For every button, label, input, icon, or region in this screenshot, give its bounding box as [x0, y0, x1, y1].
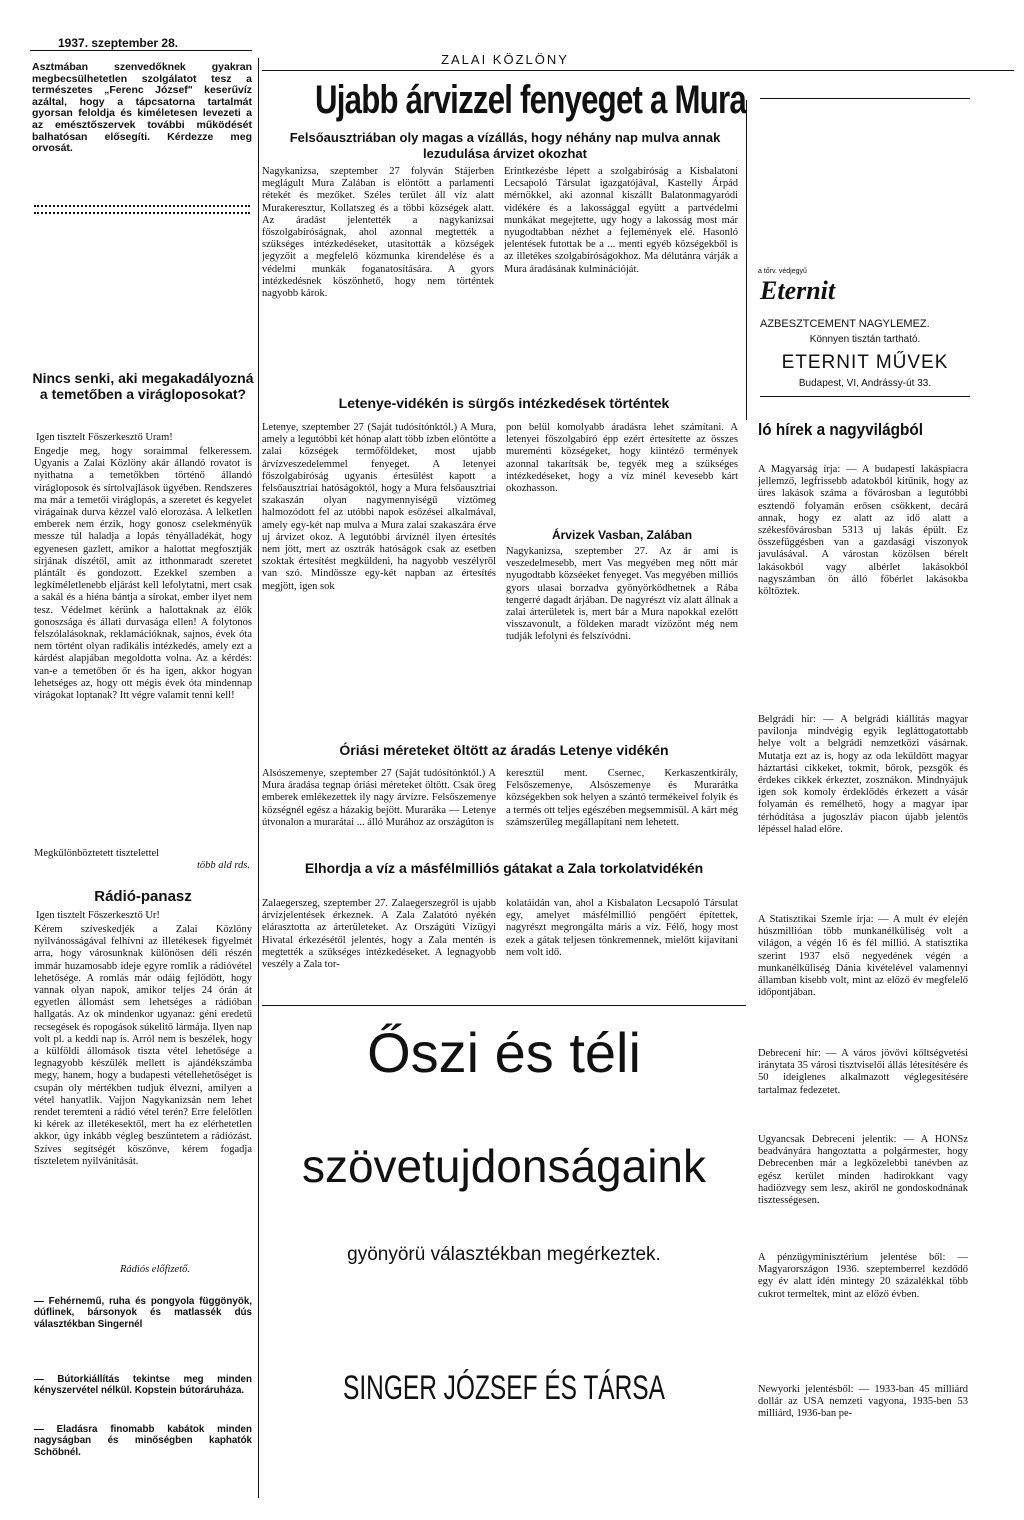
eternit-rule-bottom	[760, 396, 970, 397]
classified-2: — Bútorkiállítás tekintse meg minden kényszervétel nélkül. Kopstein bútoráruháza.	[34, 1374, 252, 1397]
ad-ferenc-jozsef: Asztmában szenvedőknek gyakran megbecsülhetetlen szolgálatot tesz a természetes „Ferenc József" keserűvíz azáltal, hogy a tápcsatorna tartalmát gyorsan feloldja és kiméletesen levezeti a az emésztőszervek további működését balhatósan elősegíti. Kérdezze meg orvosát.	[32, 62, 252, 155]
article-col-2: Érintkezésbe lépett a szolgabíróság a Kisbalatoni Lecsapoló Társulat igazgatójával, Kastelly Árpád mérnökkel, aki azonnal kiszállt Balatonmagyaródi vidékére és a lakossággal együtt a partvédelmi munkákat megejtette, ugy hogy a lakosság most már nyugodtabban nézhet a fejlemények elé. Hasonló jelentések futottak be a ... menti egyéb községekből is az illetékes szolgabíróságokhoz. Ma délutánra várják a Mura áradásának kulminációját.	[504, 166, 738, 275]
eternit-line-4: Budapest, VI, Andrássy-út 33.	[798, 378, 932, 389]
ad-line-fabrics: szövetujdonságaink	[301, 1140, 707, 1192]
news-item-penzugy: A pénzügyminisztérium jelentése ből: — Magyarországon 1936. szeptemberrel kezdődő egy év alatt idén mintegy 20 százalékkal több cukrot termeltek, mint az előző évben.	[758, 1252, 968, 1300]
letter-closing: Megkülönböztetett tisztelettel	[34, 848, 160, 859]
section-headline-zala: Elhordja a víz a másfélmilliós gátakat a Zala torkolatvidékén	[304, 860, 704, 876]
news-item-magyarsag: A Magyarság írja: — A budapesti lakáspiacra jellemző, legfrissebb adatokból kitűnik, hogy az üres lakások száma a fővárosban a legutóbbi esztendő folyamán erősen csökkent, decárá annak, hogy ez alatt az idő alatt a székesfővárosban 5313 uj lakás épült. Ez összefüggésben van a gazdasági viszonyok javulásával. A várostan közölsen bérelt lakásokból vagy albérlet lakásokból nagyszámban ön álló főbérlet lakásokba költöztek.	[758, 464, 968, 598]
radio-headline: Rádió-panasz	[94, 888, 192, 905]
main-subheadline: Felsőausztriában oly magas a vízállás, hogy néhány nap mulva annak lezudulása árvizet okozhat	[289, 130, 721, 161]
letenye-col-2: pon belül komolyabb áradásra lehet számítani. A letenyei főszolgabíró épp ezért értesítette az összes mureménti községeket, hogy kiintéző termények azonnal takarítsák be, tegyék meg a szükséges intézkedéseket, hogy a víz minél kevesebb kárt okozhasson.	[506, 422, 738, 495]
news-item-belgrad: Belgrádi hír: — A belgrádi kiállítás magyar pavilonja mindvégig egyik legláttogatottabb helye volt a belgrádi nemzetközi vásárnak. Mutatja ezt az is, hogy az oda lekűldött magyar háztartási cikkeket, tokmit, bőrok, pezsgők és érdekes cikkek érkeztet, zosznákon. Mindnyájuk igen sok komoly érdeklődés érkezett a vásár folyamán és remélhető, hogy a magyar ipar térhódítása a jugoszláv piacon újabb jelentős lépéssel halad előre.	[758, 714, 968, 835]
letenye-col-1: Letenye, szeptember 27 (Saját tudósítónktól.) A Mura, amely a legutóbbi két hónap alatt több ízben elöntötte a zalai községek termőföldeket, most ujabb árvízveszedelemmel fenyeget. A letenyei főszolgabíróság ugyanis értesülést kapott a felsőausztriai hatóságoktól, hogy a Mura felsőausztriai szakaszán olyan nagymennyiségű víztömeg halmozódott fel az utóbbi napok esőzései alkalmával, amely egy-két nap mulva a Mura zalai szakaszára érve uj árvizet okoz. A legutóbbi árvíznél ilyen értesítés nem jött, mert az osztrák hatóságok csak az esetben szoktak értesítést megküldeni, ha nagyobb veszélyről van szó. Mindössze egy-két napban az értesítés megjött, igen sok	[262, 422, 496, 592]
vasban-headline: Árvizek Vasban, Zalában	[551, 528, 693, 542]
radio-greeting: Igen tisztelt Főszerkesztő Úr!	[36, 910, 160, 921]
ad-rule	[262, 1005, 746, 1006]
separator	[34, 205, 250, 207]
issue-date: 1937. szeptember 28.	[58, 36, 179, 50]
classified-1: — Fehérnemű, ruha és pongyola függönyök, dúflinek, bársonyok és matlassék dús választékban Singernél	[34, 1296, 252, 1330]
ad-line-autumn: Őszi és téli	[367, 1021, 641, 1084]
right-rule-top	[760, 98, 970, 99]
news-item-debrecen-1: Debreceni hír: — A város jövővi költségvetési iránytata 35 városi tisztviselői állás létesítésére és 50 ideiglenes alkalmazott véglegesítésére tartalmaz fedezetet.	[758, 1048, 968, 1096]
radio-body: Kérem szíveskedjék a Zalai Közlöny nyilvánosságával felhívni az illetékesek figyelmét arra, hogy városunknak különösen déli részén immár huzamosabb ideje egyre romlik a rádióvétel lehetősége. A romlás már odáig fejlődött, hogy vannak olyan napok, amikor teljes 24 órán át egyetlen állomást sem lehetséges a rádióban hallgatás. Az ok mindenkor ugyanaz: géni eredetű recsegések és ropogások súkelitő lármája. Ilyen nap volt pl. a keddi nap is. Arról nem is beszélek, hogy a külföldi állomások tiszta vétel lehetősége a legnagyobb készülék mellett is ajándékszámba megy, hanem, hogy a budapesti vétellehetőséget is csupán oly mértékben tudjuk élvezni, amilyen a vétel hanyatlik. Vajjon Nagykanizsán nem lehet rendet teremteni a rádió vétel terén? Erre felelőtlen ki kérek az illetékesektől, mert ha ez elérhetetlen akkor, úgy inkább végleg beszüntetem a rádiózást. Szíves segítségét köszönve, kérem fogadja tiszteletem nyilvánítását.	[34, 924, 252, 1167]
section-headline-letenye: Letenye-vidékén is sürgős intézkedések történtek	[338, 395, 670, 411]
eternit-trademark: a tőrv. védjegyű	[758, 268, 807, 275]
eternit-line-1: AZBESZTCEMENT NAGYLEMEZ.	[760, 318, 930, 330]
letter-greeting: Igen tisztelt Főszerkesztő Uram!	[36, 432, 173, 443]
news-item-statisztika: A Statisztikai Szemle írja: — A mult év elején húszmillióan több munkanélküliség volt a világon, a végén 16 és fél millió. A statisztika szerint 1937 első negyedének végén a munkanélküliség Dánia kivételével valamennyi államban kisebb volt, mint az előző év megfelelő időpontjában.	[758, 914, 968, 999]
section-headline-alsoszemenye: Óriási méreteket öltött az áradás Letenye vidékén	[339, 742, 669, 758]
eternit-logo: Eternit	[760, 276, 836, 305]
classified-3: — Eladásra finomabb kabátok minden nagyságban és minőségben kaphatók Schöbnél.	[34, 1424, 252, 1458]
eternit-line-2: Könnyen tisztán tartható.	[809, 334, 921, 345]
masthead-rule	[262, 70, 1014, 71]
separator	[34, 212, 250, 214]
ad-line-arrived: gyönyörü választékban megérkeztek.	[347, 1244, 661, 1265]
letter-signer: több ald rds.	[197, 860, 250, 871]
letter-body: Engedje meg, hogy soraimmal felkeressem. Ugyanis a Zalai Közlöny akár állandó rovatot is nyithatna a temetőkben történő állandó virágloposok és sírtolvajlások ügyében. Rendszeres ma már a temetői viráglopás, a szeretet és kegyelet virágainak durva kézzel való elorozása. A lelketlen emberek nem érzik, hogy gonosz cselekményük messze túl haladja a lopás tényálladékát, hogy egyenesen gazlett, amikor a halottat megfosztják sírjának díszétől, amit az itthonmaradt szeretet plántált és gondozott. Ezekkel szemben a legkíméletlenebb eljárást kell lefolytatni, mert csak a sakál és a hiéna bántja a sírokat, ember ilyet nem tesz. Védelmet kérünk a halottaknak az élők gonoszsága és állati durvasága ellen! A folytonos felszólalásoknak, reklamációknak, sajnos, évek óta nem történt olyan radikális intézkedés, amely ezt a kárdést alapjában megoldotta volna. Az a kérdés: van-e a temetőben őr és ha igen, akkor hogyan lehetséges az, hogy ott mégis évek óta mindennap virágokat loptanak? Itt végre valamit tenni kell!	[34, 446, 252, 702]
article-col-1: Nagykanizsa, szeptember 27 folyván Stájerben meglágult Mura Zalában is elöntött a parlamenti rétekét és mezőket. Széles terület áll víz alatt Murakeresztur, Kollatszeg és a többi községek alatt. Az áradást jelentették a nagykanizsai főszolgabíróságnak, ahol azonnal megtették a szükséges intézkedéseket, utasították a községek jegyzőit a megfelelő közmunka kirendelése és a védelmi munkák foganatosítására. A gyors intézkedésnek köszönhető, hogy nem történtek nagyobb károk.	[262, 166, 494, 300]
alsoszemenye-col-1: Alsószemenye, szeptember 27 (Saját tudósítónktól.) A Mura áradása tegnap óriási méreteket öltött. Csak öreg emberek emlékezettek ily nagy árvízre. Felsőszemenye községnél egész a házakig bejött. Muraráka — Letenye útvonalon a murarátai ... álló Murához az országúton is	[262, 768, 496, 828]
eternit-line-3: ETERNIT MŰVEK	[781, 352, 949, 373]
letter-headline: Nincs senki, aki megakadályozná a temetőben a virágloposokat?	[32, 370, 254, 402]
zala-col-2: kolatáidán van, ahol a Kisbalaton Lecsapoló Társulat egy, amelyet másfélmillió pengőért építettek, nagyrészt megrongálta máris a víz. Félő, hogy most ezek a gátak teljesen tönkremennek, mielőtt kijavítani nem volt idő.	[506, 898, 738, 958]
vasban-body: Nagykanizsa, szeptember 27. Az ár ami is veszedelmesebb, mert Vas megyében meg nőtt már nyugodtabb közséeket fenyeget. Vas megyében milliós gyors ulasai borzadva gyönyörködhetnek a Rába tengerré dagadt árjában. De nagyrészt víz alatt állnak a zalai árterületek is, mert bár a Mura napokkal ezelőtt visszavonult, a földeken maradt vízözönt még nem tudják lefolyni és felszívódni.	[506, 546, 738, 643]
news-item-debrecen-2: Ugyancsak Debreceni jelentik: — A HONSz beadványára hangoztatta a polgármester, hogy Debrecenben már a legközelebbi tanévben az egész kerület minden hadirokkant vagy hadiözvegy sem lesz, akiről ne gondoskodnának tisztességesen.	[758, 1134, 968, 1207]
column-divider-right	[746, 100, 747, 420]
zala-col-1: Zalaegerszeg, szeptember 27. Zalaegerszegről is ujabb árvízjelentések érkeznek. A Zala Zalatótó nyékén elárasztotta az árterületeket. Az Országúti Vízügyi Hivatal érkezésétől jelentés, hogy a Zala mentén is megtették a szükséges intézkedéseket. A legnagyobb veszély a Zala tor-	[262, 898, 496, 971]
news-headline: ló hírek a nagyvilágból	[758, 420, 923, 439]
paper-name: ZALAI KÖZLÖNY	[441, 52, 569, 67]
alsoszemenye-col-2: keresztül ment. Csernec, Kerkaszentkirály, Felsőszemenye, Alsószemenye és Murarátka községekben sok helyen a szántó termékeivel folyik és a termés ott teljes egészében megsemmisül. A kárt még számszerűleg megállapítani nem lehetett.	[506, 768, 738, 828]
main-headline: Ujabb árvizzel fenyeget a Mura	[315, 78, 746, 122]
radio-signer: Rádiós előfizető.	[120, 1264, 190, 1275]
ad-line-company: SINGER JÓZSEF ÉS TÁRSA	[343, 1369, 665, 1407]
masthead-rule-left	[30, 50, 252, 51]
column-divider-left	[258, 58, 259, 1498]
news-item-newyork: Newyorki jelentésből: — 1933-ban 45 milliárd dollár az USA nemzeti vagyona, 1935-ben 53 milliárd, 1936-ban pe-	[758, 1384, 968, 1420]
